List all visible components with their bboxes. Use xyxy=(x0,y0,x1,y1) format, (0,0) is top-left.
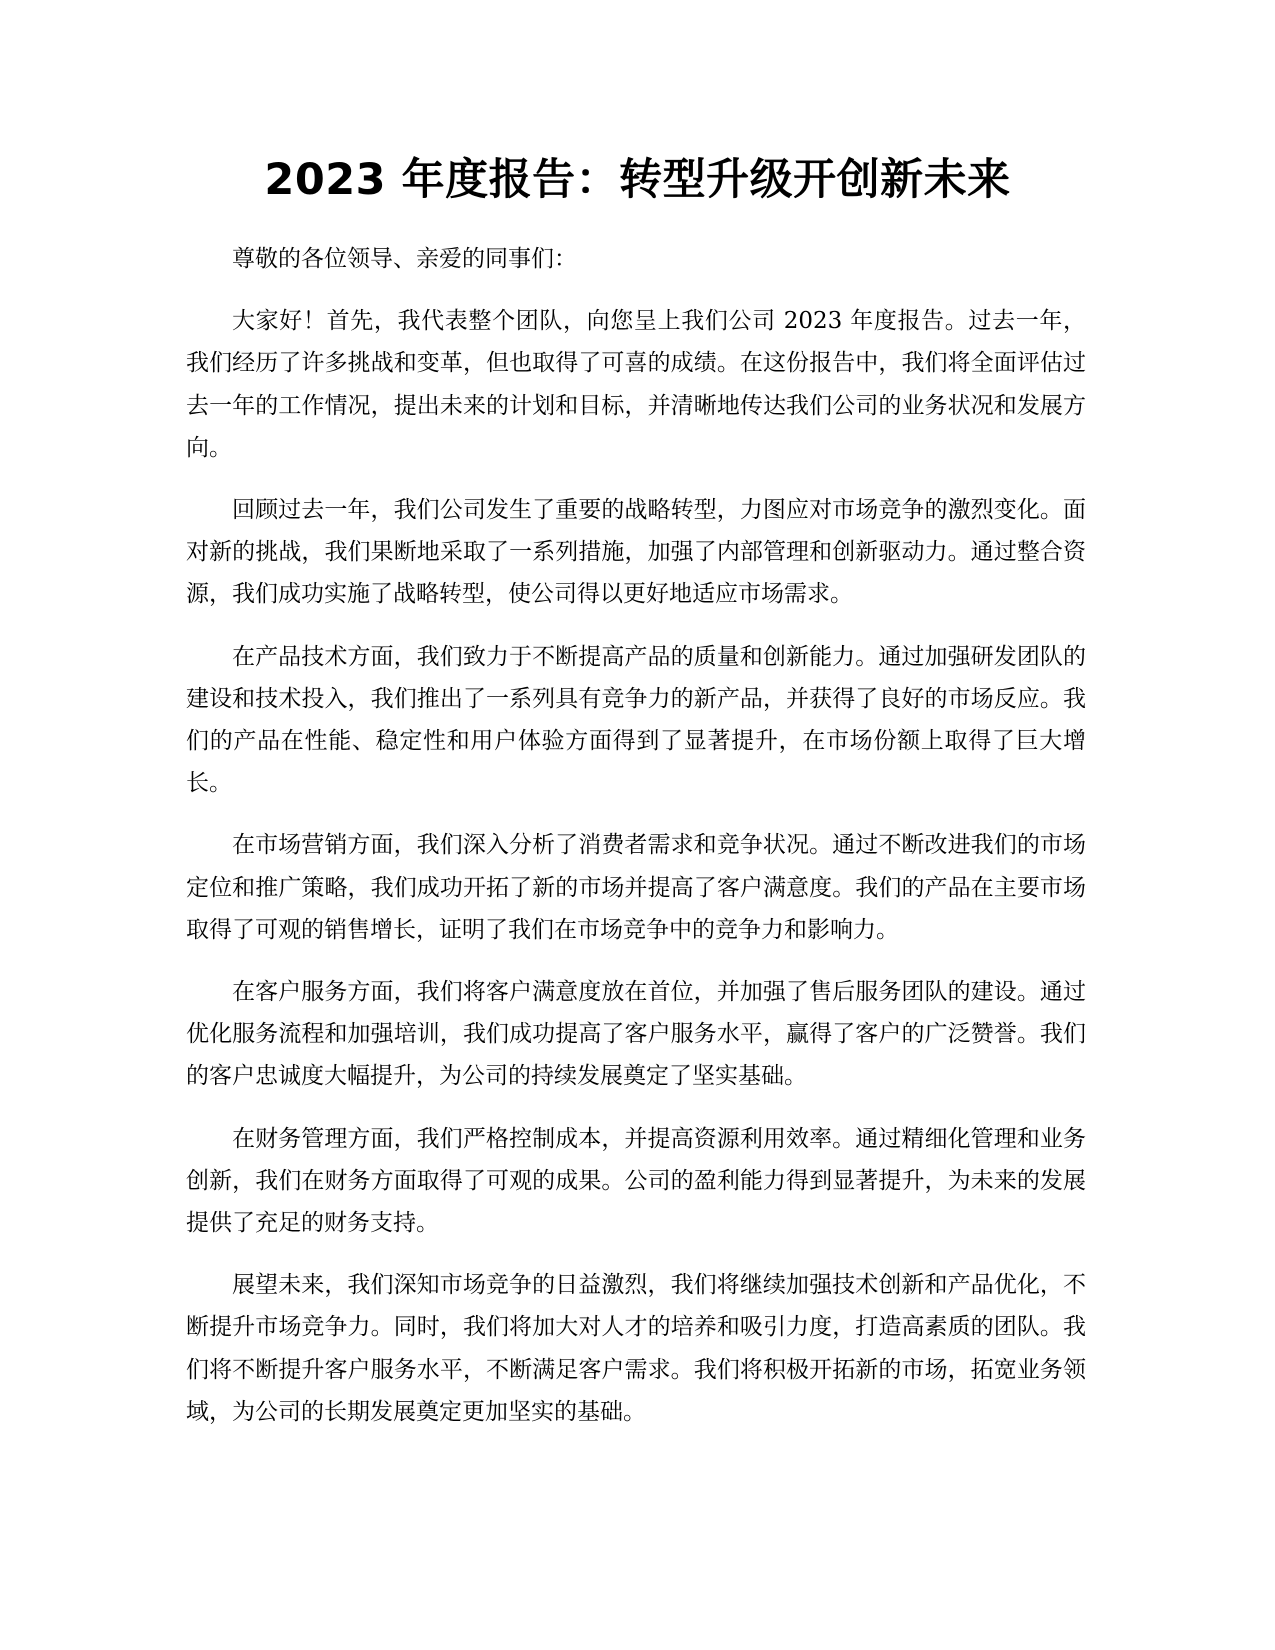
paragraph-product-tech: 在产品技术方面，我们致力于不断提高产品的质量和创新能力。通过加强研发团队的建设和技术投入，我们推出了一系列具有竞争力的新产品，并获得了良好的市场反应。我们的产品在性能、稳定性和用户体验方面得到了显著提升，在市场份额上取得了巨大增长。 xyxy=(186,643,1086,797)
paragraph-outlook: 展望未来，我们深知市场竞争的日益激烈，我们将继续加强技术创新和产品优化，不断提升市场竞争力。同时，我们将加大对人才的培养和吸引力度，打造高素质的团队。我们将不断提升客户服务水平，不断满足客户需求。我们将积极开拓新的市场，拓宽业务领域，为公司的长期发展奠定更加坚实的基础。 xyxy=(186,1272,1086,1425)
paragraph-finance: 在财务管理方面，我们严格控制成本，并提高资源利用效率。通过精细化管理和业务创新，我们在财务方面取得了可观的成果。公司的盈利能力得到显著提升，为未来的发展提供了充足的财务支持。 xyxy=(186,1125,1086,1237)
paragraph-greeting: 大家好！首先，我代表整个团队，向您呈上我们公司 2023 年度报告。过去一年，我们经历了许多挑战和变革，但也取得了可喜的成绩。在这份报告中，我们将全面评估过去一年的工作情况，提出未来的计划和目标，并清晰地传达我们公司的业务状况和发展方向。 xyxy=(186,308,1086,461)
paragraph-customer-service: 在客户服务方面，我们将客户满意度放在首位，并加强了售后服务团队的建设。通过优化服务流程和加强培训，我们成功提高了客户服务水平，赢得了客户的广泛赞誉。我们的客户忠诚度大幅提升，为公司的持续发展奠定了坚实基础。 xyxy=(186,979,1086,1090)
document-body xyxy=(186,238,1086,1453)
document-title: 2023 年度报告：转型升级开创新未来 xyxy=(264,155,1011,205)
paragraph-strategy: 回顾过去一年，我们公司发生了重要的战略转型，力图应对市场竞争的激烈变化。面对新的挑战，我们果断地采取了一系列措施，加强了内部管理和创新驱动力。通过整合资源，我们成功实施了战略转型，使公司得以更好地适应市场需求。 xyxy=(186,497,1086,608)
salutation: 尊敬的各位领导、亲爱的同事们： xyxy=(232,246,577,272)
paragraph-marketing: 在市场营销方面，我们深入分析了消费者需求和竞争状况。通过不断改进我们的市场定位和推广策略，我们成功开拓了新的市场并提高了客户满意度。我们的产品在主要市场取得了可观的销售增长，证明了我们在市场竞争中的竞争力和影响力。 xyxy=(186,832,1086,943)
